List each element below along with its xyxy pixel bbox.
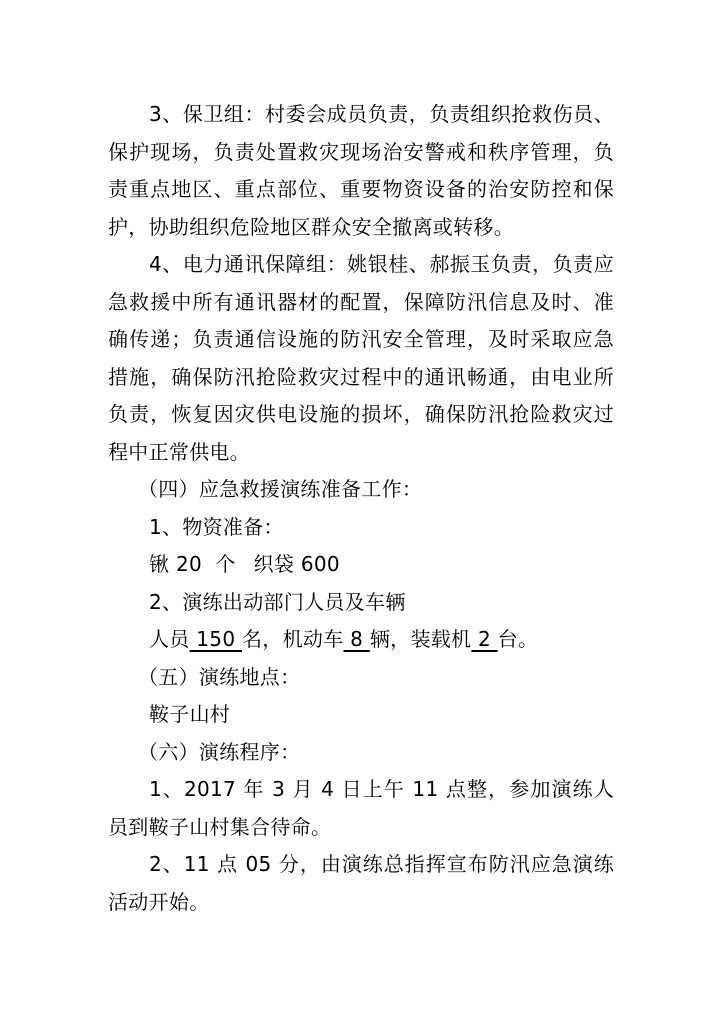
document-page [108, 96, 614, 921]
people-unit: 名，机动车 [242, 627, 344, 651]
heading-procedure: （六）演练程序： [138, 739, 301, 764]
vehicle-count: 8 [343, 627, 370, 651]
heading-location: （五）演练地点： [138, 664, 301, 689]
paragraph-procedure-step-1: 1、2017 年 3 月 4 日上午 11 点整，参加演练人员到鞍子山村集合待命。 [108, 777, 614, 839]
location-text: 鞍子山村 [149, 702, 231, 726]
paragraph-personnel-heading: 2、演练出动部门人员及车辆 [149, 589, 406, 614]
vehicle-unit: 辆，装载机 [369, 627, 472, 651]
heading-preparation: （四）应急救援演练准备工作： [138, 477, 423, 501]
loader-count: 2 [471, 627, 498, 651]
loader-unit: 台。 [497, 627, 539, 651]
paragraph-materials-heading: 1、物资准备： [149, 514, 284, 539]
paragraph-procedure-step-2: 2、11 点 05 分，由演练总指挥宣布防汛应急演练活动开始。 [108, 852, 614, 914]
people-label: 人员 [149, 627, 190, 651]
paragraph-security-group: 3、保卫组：村委会成员负责，负责组织抢救伤员、保护现场，负责处置救灾现场治安警戒和秩序管理，负责重点地区、重点部位、重要物资设备的治安防控和保护，协助组织危险地区群众安全撤离或转移。 [108, 102, 614, 239]
materials-line [108, 546, 614, 584]
paragraph-power-comm-group: 4、电力通讯保障组：姚银桂、郝振玉负责，负责应急救援中所有通讯器材的配置，保障防汛信息及时、准确传递；负责通信设施的防汛安全管理，及时采取应急措施，确保防汛抢险救灾过程中的通讯畅通，由电业所负责，恢复因灾供电设施的损坏，确保防汛抢险救灾过程中正常供电。 [108, 252, 614, 464]
material-item-bags: 织袋 600 [253, 552, 340, 576]
personnel-line [108, 621, 614, 659]
people-count: 150 [189, 627, 242, 651]
material-item-shovel: 锹 20 个 [149, 552, 236, 576]
